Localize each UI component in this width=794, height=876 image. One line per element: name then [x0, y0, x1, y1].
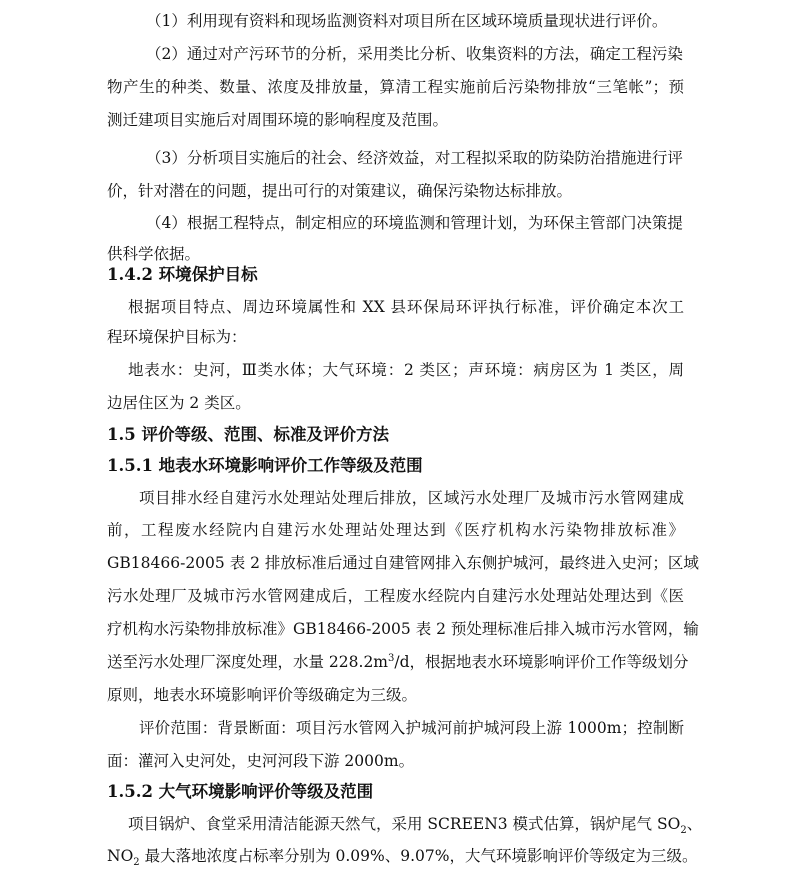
text-line — [107, 751, 414, 771]
text-line: （4）根据工程特点，制定相应的环境监测和管理计划，为环保主管部门决策提 — [146, 214, 683, 232]
text-line: 评价范围：背景断面：项目污水管网入护城河前护城河段上游 1000m；控制断 — [139, 719, 684, 737]
text-line: NO — [107, 847, 134, 865]
text-line: 污水处理厂及城市污水管网建成后，工程废水经院内自建污水处理站处理达到《医 — [107, 587, 684, 605]
text-line: 地表水：史河，Ⅲ类水体；大气环境：2 类区；声环境：病房区为 1 类区，周 — [128, 361, 684, 379]
paragraph-evaluation-item-3 — [146, 148, 682, 168]
section-heading-1-5 — [107, 425, 389, 445]
text-line: 项目锅炉、食堂采用清洁能源天然气，采用 SCREEN3 模式估算，锅炉尾气 SO — [128, 815, 681, 833]
heading-text: 1.4.2 环境保护目标 — [107, 265, 258, 284]
paragraph-protection-target — [128, 297, 684, 317]
section-heading-1-5-1 — [107, 456, 423, 476]
text-line: 根据项目特点、周边环境属性和 XX 县环保局环评执行标准，评价确定本次工 — [128, 298, 684, 316]
paragraph-evaluation-item-2 — [146, 44, 682, 64]
heading-text: 1.5.1 地表水环境影响评价工作等级及范围 — [107, 456, 423, 475]
text-line — [107, 846, 698, 869]
text-line — [107, 652, 689, 672]
superscript: 3 — [388, 652, 395, 664]
text-line: GB18466-2005 表 2 排放标准后通过自建管网排入东侧护城河，最终进入史河；区域 — [107, 554, 699, 572]
subscript: 2 — [680, 825, 687, 837]
text-line — [107, 685, 417, 705]
text-line: 原则，地表水环境影响评价等级确定为三级。 — [107, 686, 418, 704]
text-line: 送至污水处理厂深度处理，水量 228.2m — [107, 653, 388, 671]
text-line: 最大落地浓度占标率分别为 0.09%、9.07%，大气环境影响评价等级定为三级。 — [139, 847, 698, 865]
section-heading-1-5-2 — [107, 782, 373, 802]
paragraph-functional-zones — [128, 360, 684, 380]
text-line: 边居住区为 2 类区。 — [107, 394, 251, 412]
paragraph-evaluation-item-1 — [0, 11, 667, 31]
text-line — [107, 327, 247, 347]
text-line — [107, 244, 200, 264]
text-line: 面：灌河入史河处，史河河段下游 2000m。 — [107, 752, 415, 770]
text-line: （2）通过对产污环节的分析，采用类比分析、收集资料的方法，确定工程污染 — [146, 45, 683, 63]
text-line: 疗机构水污染物排放标准》GB18466-2005 表 2 预处理标准后排入城市污水管网，输 — [107, 620, 699, 638]
text-line — [107, 181, 572, 201]
text-line — [107, 586, 684, 606]
text-line: 供科学依据。 — [107, 245, 201, 263]
paragraph-evaluation-range — [139, 718, 684, 738]
text-line — [107, 77, 684, 97]
section-heading-1-4-2 — [107, 265, 258, 285]
text-line: /d，根据地表水环境影响评价工作等级划分 — [394, 653, 689, 671]
text-line — [107, 520, 684, 540]
text-line: 、 — [686, 815, 703, 833]
text-line: 项目排水经自建污水处理站处理后排放，区域污水处理厂及城市污水管网建成 — [139, 489, 684, 507]
heading-text: 1.5.2 大气环境影响评价等级及范围 — [107, 782, 374, 801]
text-line: 价，针对潜在的问题，提出可行的对策建议，确保污染物达标排放。 — [107, 182, 573, 200]
text-line: （3）分析项目实施后的社会、经济效益，对工程拟采取的防染防治措施进行评 — [146, 149, 683, 167]
text-line: （1）利用现有资料和现场监测资料对项目所在区域环境质量现状进行评价。 — [146, 12, 668, 30]
paragraph-air-quality — [128, 814, 703, 837]
text-line: 程环境保护目标为： — [107, 328, 247, 346]
text-line — [107, 393, 251, 413]
text-line: 测迁建项目实施后对周围环境的影响程度及范围。 — [107, 111, 449, 129]
heading-text: 1.5 评价等级、范围、标准及评价方法 — [107, 425, 389, 444]
text-line — [107, 110, 448, 130]
paragraph-surface-water — [139, 488, 684, 508]
text-line — [107, 619, 699, 639]
text-line: 前，工程废水经院内自建污水处理站处理达到《医疗机构水污染物排放标准》 — [107, 521, 684, 539]
subscript: 2 — [133, 857, 140, 869]
text-line: 物产生的种类、数量、浓度及排放量，算清工程实施前后污染物排放“三笔帐”；预 — [107, 78, 684, 96]
text-line — [107, 553, 699, 573]
paragraph-evaluation-item-4 — [146, 213, 682, 233]
